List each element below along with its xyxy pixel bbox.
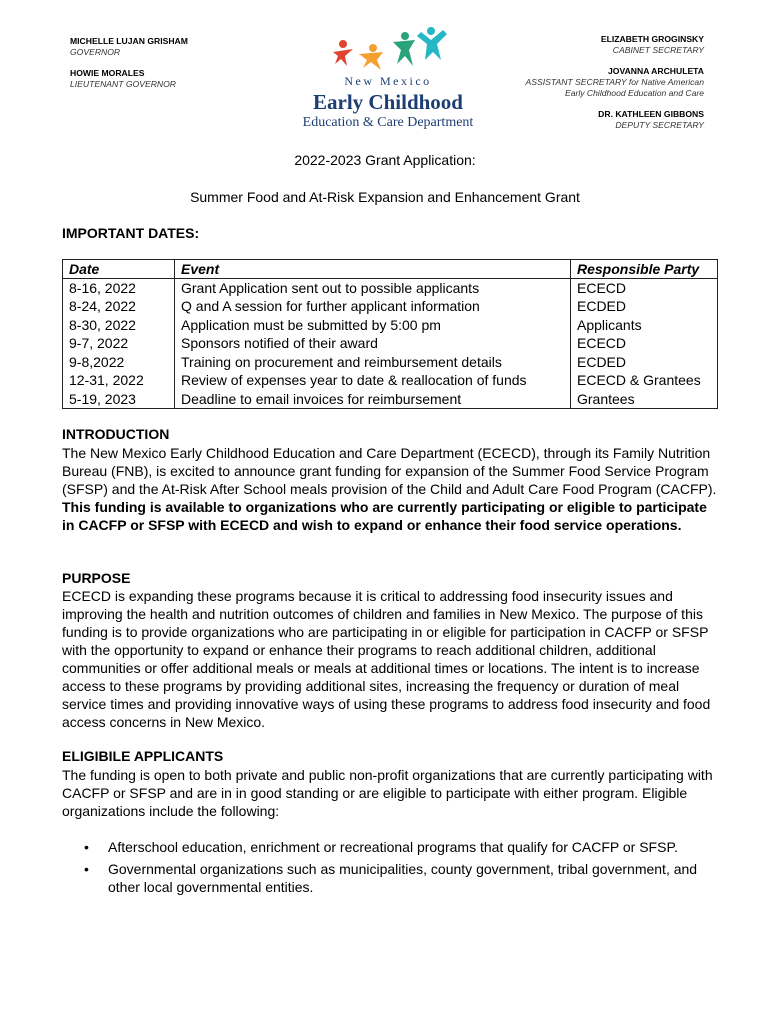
cell-event: Q and A session for further applicant information (175, 297, 571, 316)
lt-governor-name: HOWIE MORALES (70, 68, 145, 78)
purpose-text: ECECD is expanding these programs because it is critical to addressing food insecurity issues and improving the health and nutrition outcomes of children and families in New Mexico. The purpose of this funding is to provide organizations who are participating in or eligible for participation in CACFP or SFSP with the opportunity to expand or enhance their programs to reach additional children, additional communities or offer additional meals or meals at additional times or locations. The intent is to increase access to these programs by providing additional sites, increasing the frequency or duration of meal service times and providing innovative ways of using these programs to address food insecurity and food access concerns in New Mexico. (62, 588, 711, 730)
logo-department: Education & Care Department (302, 115, 474, 130)
assistant-secretary-title: ASSISTANT SECRETARY for Native American (525, 77, 704, 87)
governor-name: MICHELLE LUJAN GRISHAM (70, 36, 188, 46)
logo-early-childhood: Early Childhood (313, 90, 463, 114)
table-row (63, 371, 718, 390)
introduction-body: The New Mexico Early Childhood Education and Care Department (ECECD), through its Family Nutrition Bureau (FNB), is excited to announce grant funding for expansion of the Summer Food Service Program (SFSP) and the At-Risk After School meals provision of the Child and Adult Care Food Program (CACFP). (62, 445, 717, 497)
introduction-bold: This funding is available to organizations who are currently participating or eligible to participate in CACFP or SFSP with ECECD and wish to expand or enhance their food service operations. (62, 499, 707, 533)
logo-figure-teal (417, 27, 447, 60)
deputy-secretary-name: DR. KATHLEEN GIBBONS (598, 109, 704, 119)
table-row (63, 316, 718, 335)
dates-table (62, 259, 718, 409)
deputy-secretary-title: DEPUTY SECRETARY (615, 120, 704, 130)
cell-party: ECECD (571, 334, 718, 353)
col-header-event: Event (175, 260, 571, 279)
header-left (70, 36, 188, 90)
cell-date: 8-16, 2022 (63, 279, 175, 298)
list-item: • Governmental organizations such as municipalities, county government, tribal government, and other local governmental entities. (62, 860, 722, 896)
eligible-text: The funding is open to both private and public non-profit organizations that are currently participating with CACFP or SFSP and are in in good standing or are eligible to participate with either program. Eligible organizations include the following: (62, 767, 713, 819)
header-right (526, 34, 704, 131)
cell-date: 9-8,2022 (63, 353, 175, 372)
table-row (63, 390, 718, 409)
table-row (63, 279, 718, 298)
table-row (63, 334, 718, 353)
purpose-heading: PURPOSE (62, 570, 131, 586)
introduction-heading: INTRODUCTION (62, 426, 170, 442)
cabinet-secretary-title: CABINET SECRETARY (612, 45, 704, 55)
col-header-date: Date (63, 260, 175, 279)
cell-date: 5-19, 2023 (63, 390, 175, 409)
logo-figure-red (333, 40, 353, 66)
cell-party: ECECD & Grantees (571, 371, 718, 390)
cell-event: Application must be submitted by 5:00 pm (175, 316, 571, 335)
list-item: • Afterschool education, enrichment or recreational programs that qualify for CACFP or SFSP. (62, 838, 722, 856)
assistant-secretary-title-2: Early Childhood Education and Care (564, 88, 704, 98)
important-dates-heading: IMPORTANT DATES: (62, 225, 200, 241)
logo-new-mexico: New Mexico (344, 74, 432, 88)
cell-event: Training on procurement and reimbursement details (175, 353, 571, 372)
cabinet-secretary-name: ELIZABETH GROGINSKY (600, 34, 704, 44)
eligible-heading: ELIGIBILE APPLICANTS (62, 748, 224, 764)
governor-title: GOVERNOR (70, 47, 121, 57)
table-header-row (63, 260, 718, 279)
eligible-list (62, 838, 722, 900)
col-header-party: Responsible Party (571, 260, 718, 279)
cell-event: Deadline to email invoices for reimbursement (175, 390, 571, 409)
cell-party: ECECD (571, 279, 718, 298)
ececd-logo (286, 26, 490, 131)
doc-title: 2022-2023 Grant Application: (294, 152, 476, 168)
cell-event: Sponsors notified of their award (175, 334, 571, 353)
cell-party: ECDED (571, 297, 718, 316)
logo-figure-orange (359, 44, 383, 70)
figures-logo-icon (323, 26, 453, 72)
cell-party: Grantees (571, 390, 718, 409)
doc-subtitle: Summer Food and At-Risk Expansion and Enhancement Grant (190, 189, 580, 205)
cell-date: 9-7, 2022 (63, 334, 175, 353)
introduction-text (62, 444, 722, 534)
logo-figure-green (393, 32, 415, 66)
cell-date: 8-24, 2022 (63, 297, 175, 316)
cell-event: Review of expenses year to date & reallocation of funds (175, 371, 571, 390)
cell-party: Applicants (571, 316, 718, 335)
table-row (63, 353, 718, 372)
cell-event: Grant Application sent out to possible applicants (175, 279, 571, 298)
cell-date: 8-30, 2022 (63, 316, 175, 335)
assistant-secretary-name: JOVANNA ARCHULETA (608, 66, 704, 76)
table-row (63, 297, 718, 316)
cell-party: ECDED (571, 353, 718, 372)
lt-governor-title: LIEUTENANT GOVERNOR (70, 79, 177, 89)
cell-date: 12-31, 2022 (63, 371, 175, 390)
